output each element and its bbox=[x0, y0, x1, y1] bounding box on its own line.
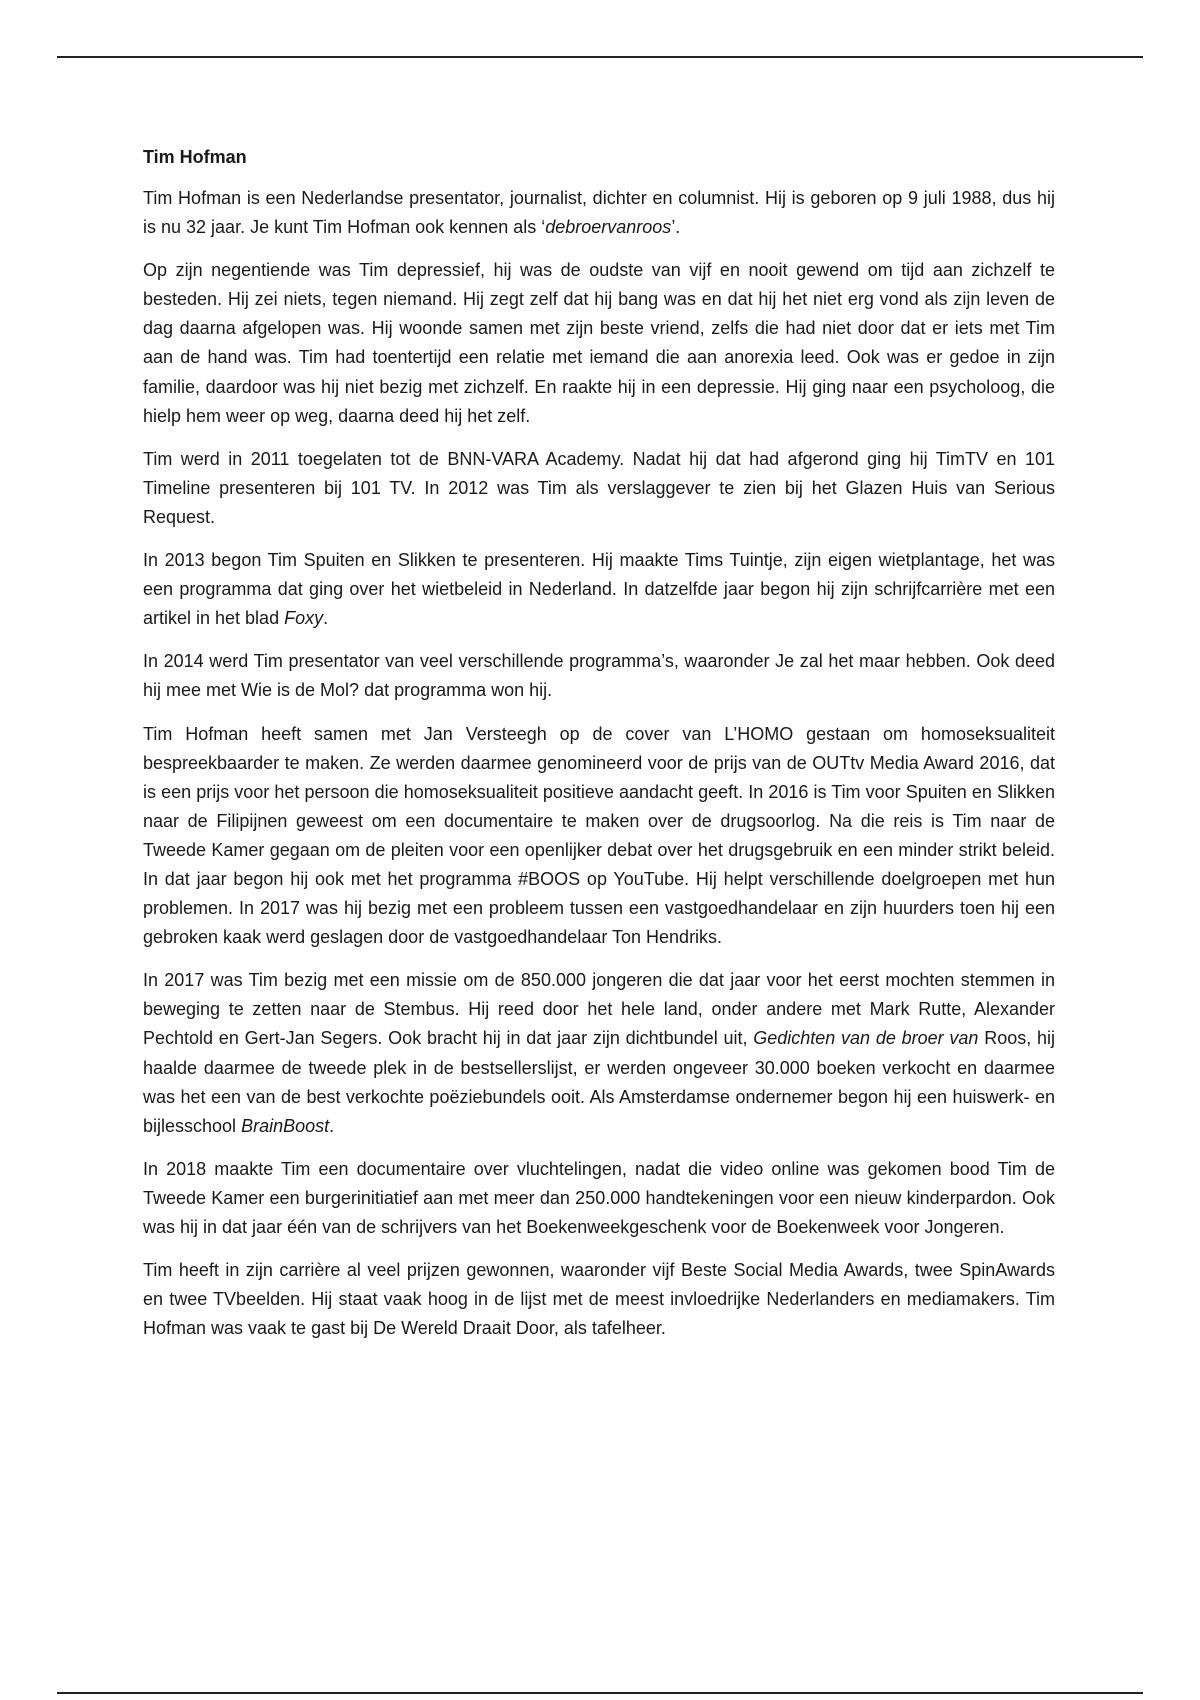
paragraph: In 2013 begon Tim Spuiten en Slikken te presenteren. Hij maakte Tims Tuintje, zijn eigen wietplantage, het was een programma dat ging over het wietbeleid in Nederland. In datzelfde jaar begon hij zijn schrijfcarrière met een artikel in het blad Foxy. bbox=[143, 550, 1055, 629]
paragraph-list bbox=[143, 184, 1055, 1343]
header-rule bbox=[57, 56, 1143, 58]
paragraph: Tim Hofman is een Nederlandse presentator, journalist, dichter en columnist. Hij is geboren op 9 juli 1988, dus hij is nu 32 jaar. Je kunt Tim Hofman ook kennen als ‘debroervanroos’. bbox=[143, 188, 1055, 238]
paragraph: In 2014 werd Tim presentator van veel verschillende programma’s, waaronder Je zal het maar hebben. Ook deed hij mee met Wie is de Mol? dat programma won hij. bbox=[143, 651, 1055, 701]
paragraph: In 2018 maakte Tim een documentaire over vluchtelingen, nadat die video online was gekomen bood Tim de Tweede Kamer een burgerinitiatief aan met meer dan 250.000 handtekeningen voor een nieuw kinderpardon. Ook was hij in dat jaar één van de schrijvers van het Boekenweekgeschenk voor de Boekenweek voor Jongeren. bbox=[143, 1158, 1055, 1237]
italic-text: debroervanroos bbox=[545, 217, 672, 238]
paragraph: Tim heeft in zijn carrière al veel prijzen gewonnen, waaronder vijf Beste Social Media Awards, twee SpinAwards en twee TVbeelden. Hij staat vaak hoog in de lijst met de meest invloedrijke Nederlanders en mediamakers. Tim Hofman was vaak te gast bij De Wereld Draait Door, als tafelheer. bbox=[143, 1260, 1055, 1339]
italic-text: BrainBoost bbox=[241, 1115, 330, 1136]
italic-text: Foxy bbox=[284, 608, 324, 629]
paragraph: Tim werd in 2011 toegelaten tot de BNN-VARA Academy. Nadat hij dat had afgerond ging hij TimTV en 101 Timeline presenteren bij 101 TV. In 2012 was Tim als verslaggever te zien bij het Glazen Huis van Serious Request. bbox=[143, 448, 1055, 527]
paragraph: Op zijn negentiende was Tim depressief, hij was de oudste van vijf en nooit gewend om tijd aan zichzelf te besteden. Hij zei niets, tegen niemand. Hij zegt zelf dat hij bang was en dat hij het niet erg vond als zijn leven de dag daarna afgelopen was. Hij woonde samen met zijn beste vriend, zelfs die had niet door dat er iets met Tim aan de hand was. Tim had toentertijd een relatie met iemand die aan anorexia leed. Ook was er gedoe in zijn familie, daardoor was hij niet bezig met zichzelf. En raakte hij in een depressie. Hij ging naar een psycholoog, die hielp hem weer op weg, daarna deed hij het zelf. bbox=[143, 260, 1055, 426]
footer-rule bbox=[57, 1692, 1143, 1694]
document-body bbox=[143, 144, 1055, 1357]
document-title: Tim Hofman bbox=[143, 147, 247, 167]
paragraph: In 2017 was Tim bezig met een missie om de 850.000 jongeren die dat jaar voor het eerst mochten stemmen in beweging te zetten naar de Stembus. Hij reed door het hele land, onder andere met Mark Rutte, Alexander Pechtold en Gert-Jan Segers. Ook bracht hij in dat jaar zijn dichtbundel uit, Gedichten van de broer van Roos, hij haalde daarmee de tweede plek in de bestsellerslijst, er werden ongeveer 30.000 boeken verkocht en daarmee was het een van de best verkochte poëziebundels ooit. Als Amsterdamse ondernemer begon hij een huiswerk- en bijlesschool BrainBoost. bbox=[143, 970, 1055, 1136]
paragraph: Tim Hofman heeft samen met Jan Versteegh op de cover van L’HOMO gestaan om homoseksualiteit bespreekbaarder te maken. Ze werden daarmee genomineerd voor de prijs van de OUTtv Media Award 2016, dat is een prijs voor het persoon die homoseksualiteit positieve aandacht geeft. In 2016 is Tim voor Spuiten en Slikken naar de Filipijnen geweest om een documentaire te maken over de drugsoorlog. Na die reis is Tim naar de Tweede Kamer gegaan om de pleiten voor een openlijker debat over het drugsgebruik en een minder strikt beleid. In dat jaar begon hij ook met het programma #BOOS op YouTube. Hij helpt verschillende doelgroepen met hun problemen. In 2017 was hij bezig met een probleem tussen een vastgoedhandelaar en zijn huurders toen hij een gebroken kaak werd geslagen door de vastgoedhandelaar Ton Hendriks. bbox=[143, 723, 1055, 948]
italic-text: Gedichten van de broer van bbox=[753, 1028, 979, 1049]
